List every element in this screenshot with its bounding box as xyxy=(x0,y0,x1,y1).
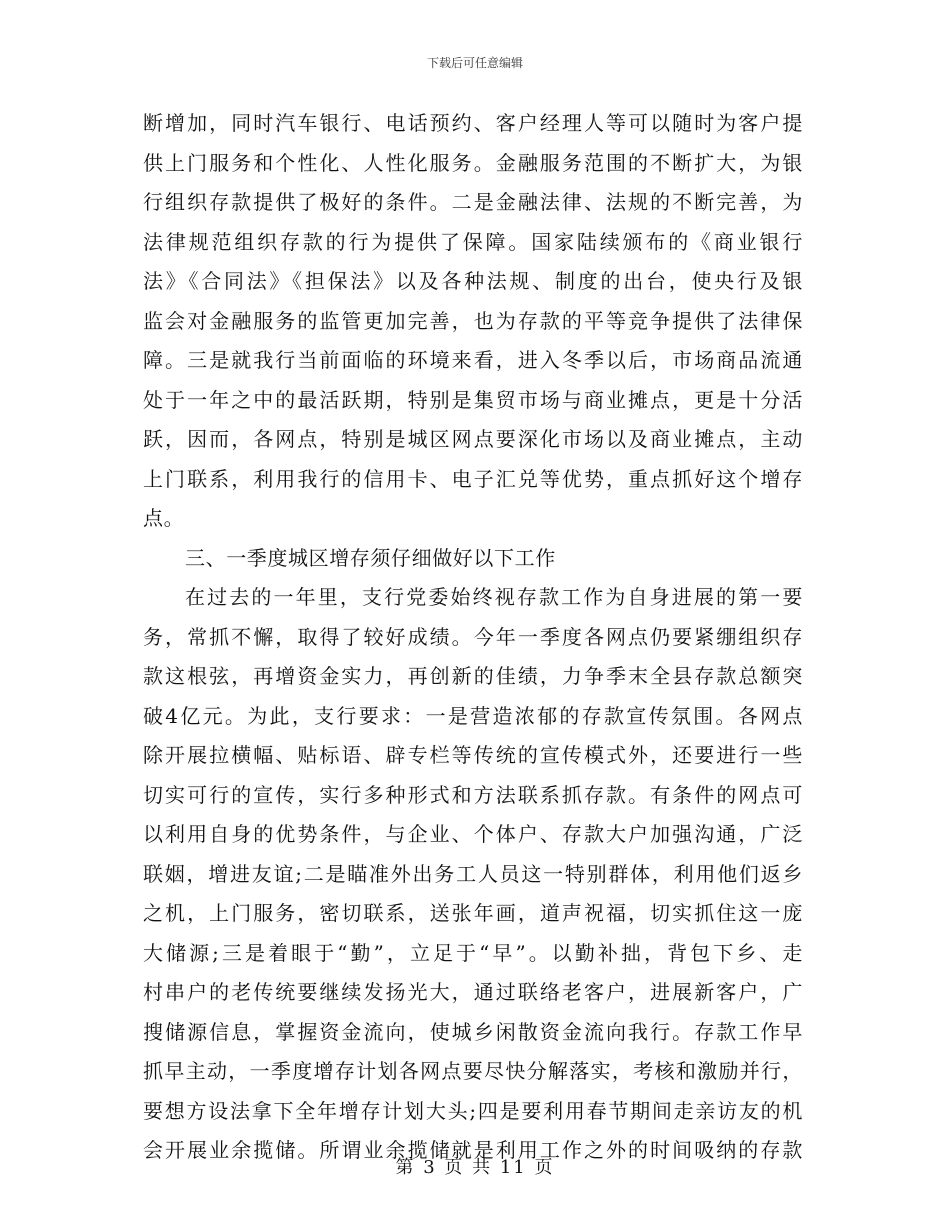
paragraph-line: 联姻，增进友谊;二是瞄准外出务工人员这一特别群体，利用他们返乡 xyxy=(143,861,803,886)
paragraph-line: 搜储源信息，掌握资金流向，使城乡闲散资金流向我行。存款工作早 xyxy=(143,1019,803,1044)
paragraph-line: 法律规范组织存款的行为提供了保障。国家陆续颁布的《商业银行 xyxy=(143,229,803,254)
paragraph-line: 监会对金融服务的监管更加完善，也为存款的平等竞争提供了法律保 xyxy=(143,308,803,333)
paragraph-line: 障。三是就我行当前面临的环境来看，进入冬季以后，市场商品流通 xyxy=(143,348,803,372)
paragraph-line: 法》《合同法》《担保法》以及各种法规、制度的出台，使央行及银 xyxy=(143,269,803,293)
paragraph-line: 在过去的一年里，支行党委始终视存款工作为自身进展的第一要 xyxy=(185,585,803,609)
paragraph-line: 村串户的老传统要继续发扬光大，通过联络老客户，进展新客户，广 xyxy=(143,980,803,1004)
page-header: 下载后可任意编辑 xyxy=(426,56,523,70)
paragraph-line: 款这根弦，再增资金实力，再创新的佳绩，力争季末全县存款总额突 xyxy=(143,664,803,688)
body-text xyxy=(143,104,803,1171)
paragraph-line: 点。 xyxy=(143,506,185,530)
paragraph-line: 务，常抓不懈，取得了较好成绩。今年一季度各网点仍要紧绷组织存 xyxy=(143,624,803,649)
paragraph-line: 大储源;三是着眼于“勤”，立足于“早”。以勤补拙，背包下乡、走 xyxy=(143,940,803,965)
paragraph-line: 以利用自身的优势条件，与企业、个体户、存款大户加强沟通，广泛 xyxy=(143,822,803,846)
paragraph-line: 断增加，同时汽车银行、电话预约、客户经理人等可以随时为客户提 xyxy=(143,111,803,135)
paragraph-line: 切实可行的宣传，实行多种形式和方法联系抓存款。有条件的网点可 xyxy=(143,782,803,807)
paragraph-line: 处于一年之中的最活跃期，特别是集贸市场与商业摊点，更是十分活 xyxy=(143,387,803,412)
section-heading: 三、一季度城区增存须仔细做好以下工作 xyxy=(185,545,556,570)
paragraph-line: 跃，因而，各网点，特别是城区网点要深化市场以及商业摊点，主动 xyxy=(143,427,803,451)
paragraph-line: 要想方设法拿下全年增存计划大头;四是要利用春节期间走亲访友的机 xyxy=(143,1098,803,1123)
paragraph-line: 供上门服务和个性化、人性化服务。金融服务范围的不断扩大，为银 xyxy=(143,150,803,175)
paragraph-line: 行组织存款提供了极好的条件。二是金融法律、法规的不断完善，为 xyxy=(143,190,803,214)
paragraph-line: 会开展业余揽储。所谓业余揽储就是利用工作之外的时间吸纳的存款 xyxy=(143,1138,803,1162)
paragraph-line: 除开展拉横幅、贴标语、辟专栏等传统的宣传模式外，还要进行一些 xyxy=(143,743,803,767)
paragraph-line: 抓早主动，一季度增存计划各网点要尽快分解落实，考核和激励并行， xyxy=(143,1059,803,1083)
paragraph-line: 破4亿元。为此，支行要求：一是营造浓郁的存款宣传氛围。各网点 xyxy=(143,703,803,728)
paragraph-line: 上门联系，利用我行的信用卡、电子汇兑等优势，重点抓好这个增存 xyxy=(143,466,803,491)
paragraph-line: 之机，上门服务，密切联系，送张年画，道声祝福，切实抓住这一庞 xyxy=(143,901,803,925)
page-number: 第 3 页 共 11 页 xyxy=(395,1157,555,1178)
